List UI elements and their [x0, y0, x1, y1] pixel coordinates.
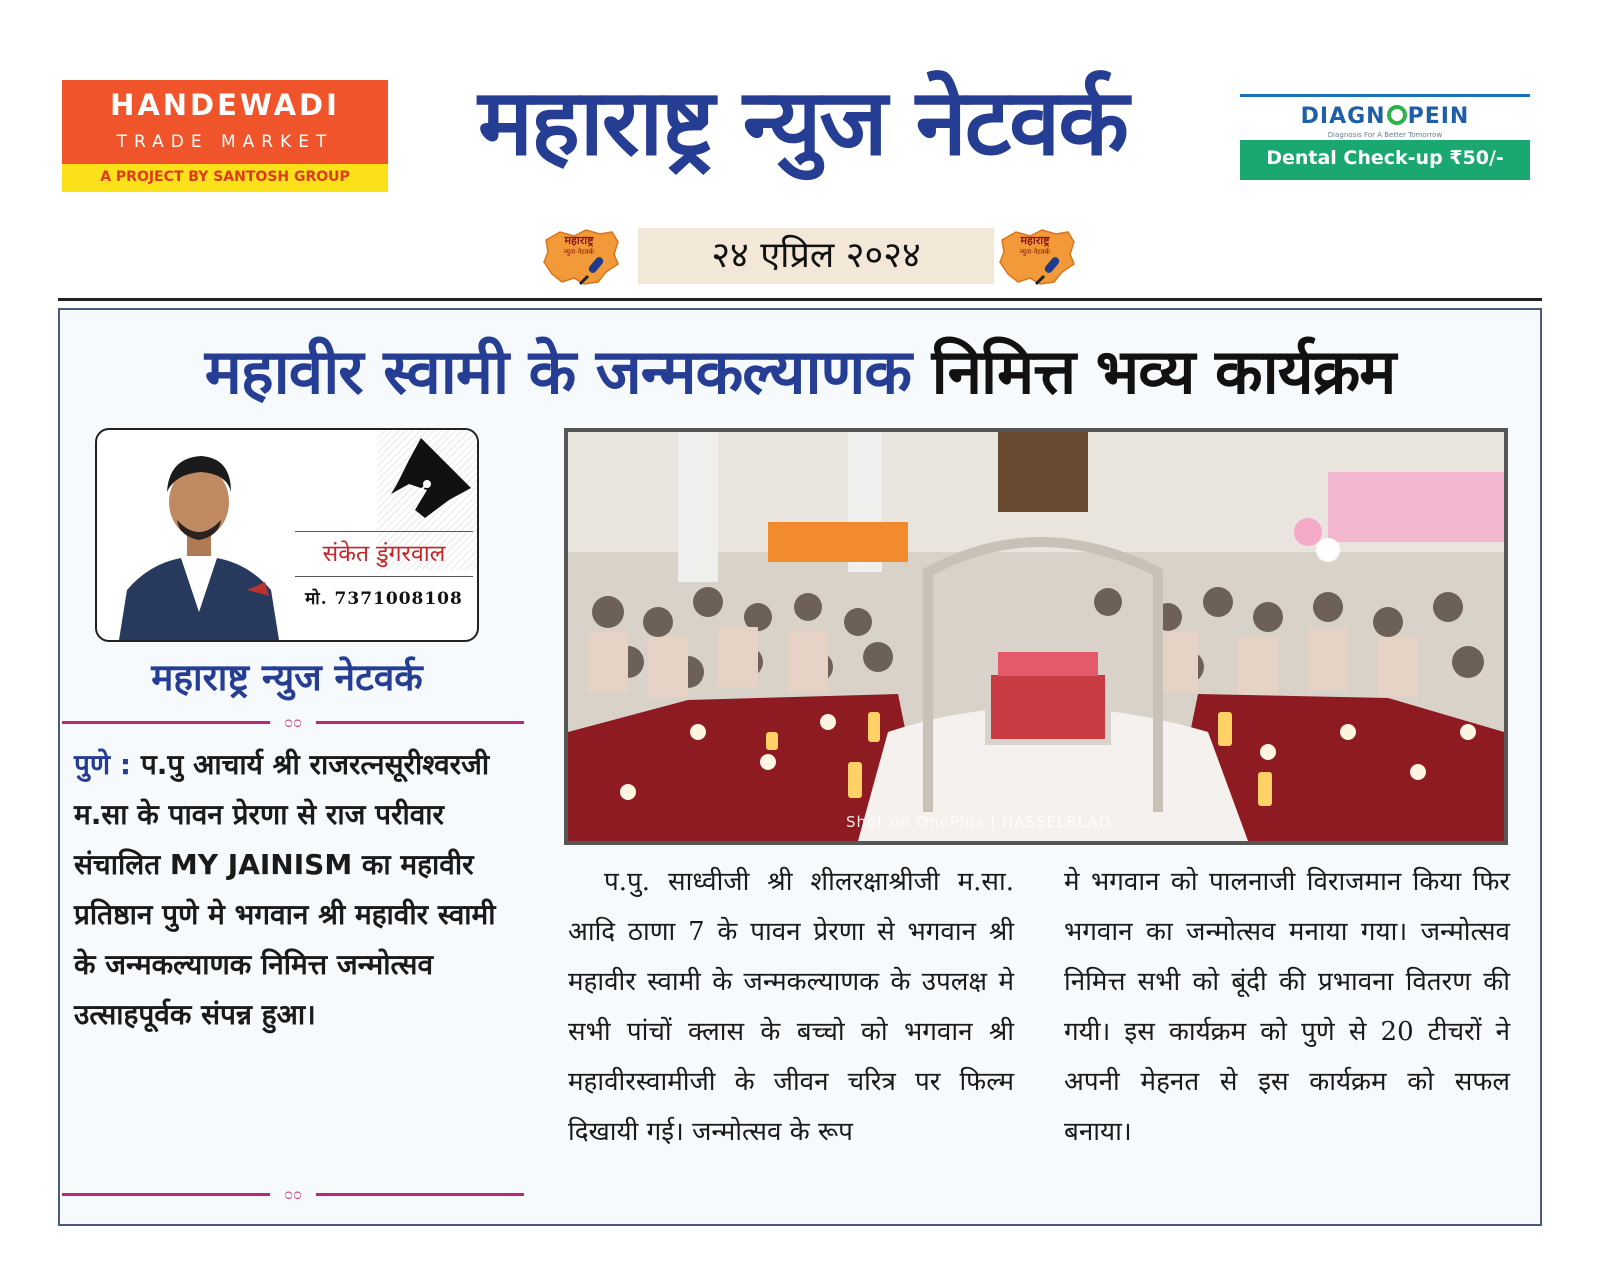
maharashtra-map-mic-icon	[540, 226, 624, 288]
divider-ornament: ೦೦	[270, 1184, 316, 1204]
ad-left-line2: TRADE MARKET	[116, 132, 334, 152]
card-line-top	[295, 531, 473, 532]
reporter-avatar	[119, 440, 279, 640]
lead-text: प.पु आचार्य श्री राजरत्नसूरीश्वरजी म.सा के पावन प्रेरणा से राज परीवार संचालित MY JAINISM का महावीर प्रतिष्ठान पुणे मे भगवान श्री महावीर स्वामी के जन्मकल्याणक निमित्त जन्मोत्सव उत्साहपूर्वक संपन्न हुआ।	[74, 748, 496, 1031]
brand-o-icon	[1387, 105, 1407, 125]
ad-right-brand	[1240, 104, 1530, 129]
pen-nib-icon	[387, 430, 479, 522]
photo-watermark: Shot on OnePlus | HASSELBLAD	[846, 813, 1112, 831]
ad-right-brand-post: PEIN	[1407, 104, 1470, 129]
body-column-2: मे भगवान को पालनाजी विराजमान किया फिर भगवान का जन्मोत्सव मनाया गया। जन्मोत्सव निमित्त सभी को बूंदी की प्रभावना वितरण की गयी। इस कार्यक्रम को पुणे से 20 टीचरों ने अपनी मेहनत से इस कार्यक्रम को सफल बनाया।	[1064, 867, 1510, 1147]
event-photo-illustration	[568, 432, 1504, 841]
ad-left-line1: HANDEWADI	[110, 88, 340, 122]
issue-date: २४ एप्रिल २०२४	[711, 235, 921, 276]
article-headline	[58, 322, 1542, 422]
card-line-bottom	[295, 576, 473, 577]
ornament-divider-bottom	[62, 1184, 524, 1204]
body-column-1: प.पु. साध्वीजी श्री शीलरक्षाश्रीजी म.सा. आदि ठाणा 7 के पावन प्रेरणा से भगवान श्री महावीर स्वामी के जन्मकल्याणक के उपलक्ष मे सभी पांचों क्लास के बच्चो को भगवान श्री महावीरस्वामीजी के जीवन चरित्र पर फिल्म दिखायी गई। जन्मोत्सव के रूप	[568, 867, 1014, 1147]
reporter-name: संकेत डुंगरवाल	[322, 541, 446, 567]
ornament-divider-top	[62, 712, 524, 732]
map-logo-subtext-left: न्युज नेटवर्क	[563, 248, 595, 256]
masthead-rule	[58, 298, 1542, 301]
ad-left-line3: A PROJECT BY SANTOSH GROUP	[100, 169, 350, 185]
reporter-mobile: मो. 7371008108	[305, 589, 463, 609]
headline-part-black: निमित्त भव्य कार्यक्रम	[931, 335, 1396, 408]
ad-right-offer: Dental Check-up ₹50/-	[1266, 147, 1504, 169]
dateline-place: पुणे :	[74, 748, 132, 781]
reporter-card	[95, 428, 479, 642]
ad-right-brand-pre: DIAGN	[1300, 104, 1386, 129]
headline-part-blue: महावीर स्वामी के जन्मकल्याणक	[204, 335, 911, 408]
lead-paragraph	[74, 740, 514, 1040]
map-logo-text-right: महाराष्ट्र	[1020, 234, 1050, 247]
masthead-title: महाराष्ट्र न्युज नेटवर्क	[478, 69, 1127, 176]
diagnopein-ad[interactable]	[1240, 94, 1530, 180]
map-logo-text-left: महाराष्ट्र	[564, 234, 594, 247]
divider-ornament: ೦೦	[270, 712, 316, 732]
ad-right-tagline: Diagnosis For A Better Tomorrow	[1327, 131, 1443, 139]
event-photo[interactable]	[564, 428, 1508, 845]
handewadi-ad[interactable]	[62, 80, 388, 192]
network-brand: महाराष्ट्र न्युज नेटवर्क	[151, 656, 423, 699]
map-logo-subtext-right: न्युज नेटवर्क	[1019, 248, 1051, 256]
ad-right-topline	[1240, 94, 1530, 97]
maharashtra-map-mic-icon	[996, 226, 1080, 288]
